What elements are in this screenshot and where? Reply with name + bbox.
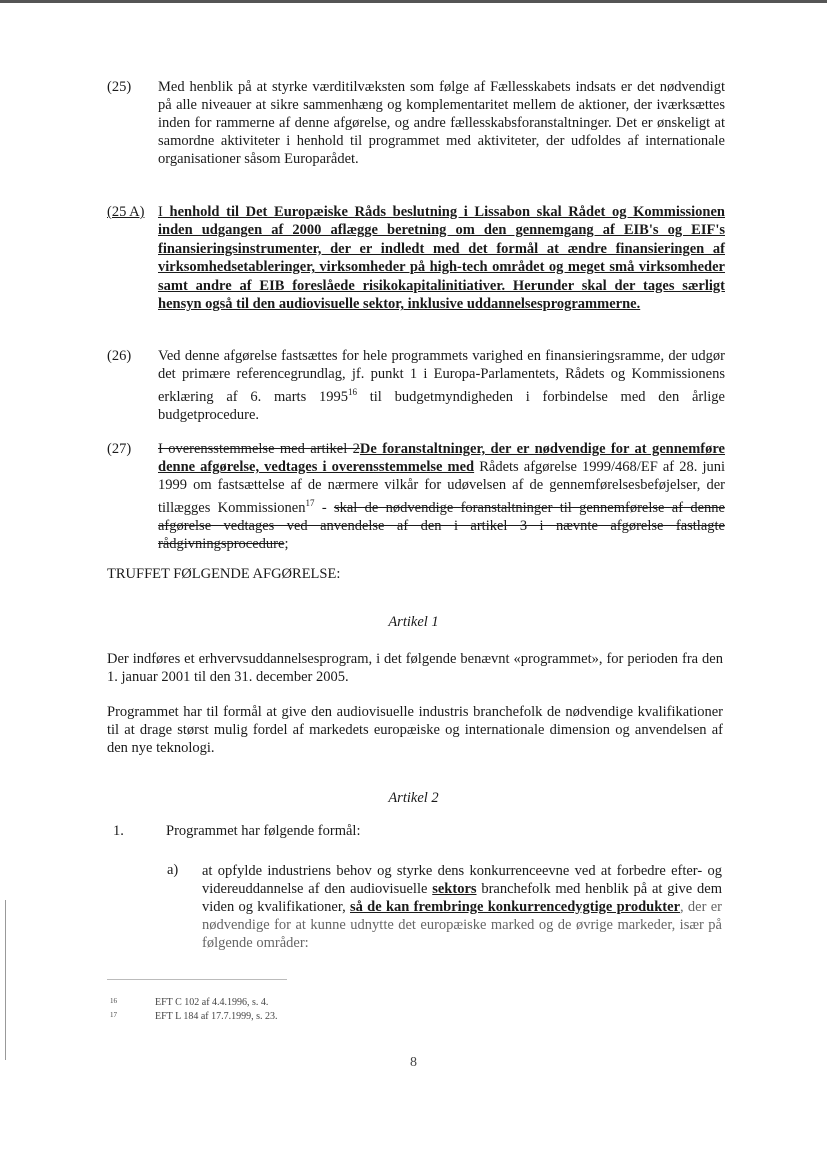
recital-26 — [107, 347, 725, 424]
footnote-mark: 17 — [110, 1011, 117, 1019]
page-number: 8 — [410, 1055, 417, 1070]
sub-text-part: , der er nødvendige for at kunne udnytte det europæiske marked og de øvrige markeder, især på følgende områder: — [202, 899, 723, 951]
inserted-text: De foranstaltninger, der er nødvendige for at gennemføre denne afgørelse, vedtages i overensstemmelse med — [158, 441, 725, 475]
article-1-paragraph-1: Der indføres et erhvervsuddannelsesprogram, i det følgende benævnt «programmet», for perioden fra den 1. januar 2001 til den 31. december 2005. — [107, 651, 723, 685]
article-2-sub-label: a) — [167, 862, 179, 878]
deleted-text: I overensstemmelse med artikel 2 — [158, 441, 360, 457]
article-2-sub-text — [202, 862, 722, 952]
recital-number: (25) — [107, 79, 132, 95]
footnote-text: EFT L 184 af 17.7.1999, s. 23. — [155, 1011, 278, 1022]
recital-text-part: til budgetmyndigheden i forbindelse med den årlige budgetprocedure. — [158, 388, 725, 423]
footnote-16 — [110, 997, 268, 1008]
footnote-17 — [110, 1011, 278, 1022]
recital-25 — [107, 78, 725, 168]
recital-text-inserted — [158, 203, 725, 313]
decision-heading: TRUFFET FØLGENDE AFGØRELSE: — [107, 566, 341, 582]
inserted-text: sektors — [432, 881, 477, 897]
deleted-text: skal de nødvendige foranstaltninger til gennemførelse af denne afgørelse vedtages ved anvendelse af den i artikel 3 i nævnte afgørelse fastlagte rådgivningsprocedure — [158, 499, 725, 552]
footnote-mark: 16 — [110, 997, 117, 1005]
article-1-title: Artikel 1 — [388, 614, 439, 630]
recital-25a — [107, 203, 725, 313]
recital-text-part: - — [314, 499, 334, 516]
recital-text — [158, 440, 725, 553]
recital-number: (27) — [107, 441, 132, 457]
recital-text-part: Rådets afgørelse 1999/468/EF af 28. juni 1999 om fastsættelse af de nærmere vilkår for udøvelsen af de gennemførelsesbeføjelser, der tillægges Kommissionen — [158, 459, 726, 516]
recital-text-part: Ved denne afgørelse fastsættes for hele programmets varighed en finansieringsramme, der udgør det primære referencegrundlag, jf. punkt 1 i Europa-Parlamentets, Rådets og Kommissionens erklæring af 6. marts 1995 — [158, 348, 725, 405]
footnote-ref: 16 — [347, 387, 357, 397]
recital-number: (26) — [107, 348, 132, 364]
article-2-item-number: 1. — [113, 823, 124, 839]
recital-body: henhold til Det Europæiske Råds beslutning i Lissabon skal Rådet og Kommissionen inden udgangen af 2000 aflægge beretning om den gennemgang af EIB's og EIF's finansieringsinstrumenter, der er indledt med det formål at ændre finansieringen af virksomhedsetableringer, virksomheder på high-tech området og meget små virksomheder samt andre af EIB foreslåede risikokapitalinitiativer. Herunder skal der tages særligt hensyn også til den audiovisuelle sektor, inklusive uddannelsesprogrammerne. — [158, 204, 725, 313]
footnote-ref: 17 — [305, 498, 315, 508]
recital-number: (25 A) — [107, 204, 145, 220]
footnote-separator — [107, 979, 287, 980]
recital-text-part: ; — [284, 535, 289, 552]
recital-lead: I — [158, 204, 163, 220]
inserted-text: så de kan frembringe konkurrencedygtige produkter — [350, 899, 681, 915]
article-2-title: Artikel 2 — [388, 790, 439, 806]
recital-27 — [107, 440, 725, 553]
sub-text-part: at opfylde industriens behov og styrke dens konkurrenceevne ved at forbedre efter- og videreuddannelse af den audiovisuelle — [202, 863, 722, 897]
footnote-text: EFT C 102 af 4.4.1996, s. 4. — [155, 997, 269, 1008]
recital-text: Med henblik på at styrke værditilvæksten som følge af Fællesskabets indsats er det nødvendigt på alle niveauer at sikre sammenhæng og komplementaritet mellem de aktioner, der iværksættes inden for rammerne af denne afgørelse, og andre fællesskabsforanstaltninger. Det er ønskeligt at samordne aktiviteter i henhold til programmet med aktiviteter, der udfoldes af internationale organisationer såsom Europarådet. — [158, 79, 725, 167]
recital-text — [158, 347, 725, 424]
article-2-item-text: Programmet har følgende formål: — [166, 823, 361, 839]
sub-text-part: branchefolk med henblik på at give dem viden og kvalifikationer, — [202, 881, 722, 915]
article-1-paragraph-2: Programmet har til formål at give den audiovisuelle industris branchefolk de nødvendige kvalifikationer til at drage størst mulig fordel af markedets europæiske og internationale dimension og anvendelsen af den nye teknologi. — [107, 704, 723, 756]
